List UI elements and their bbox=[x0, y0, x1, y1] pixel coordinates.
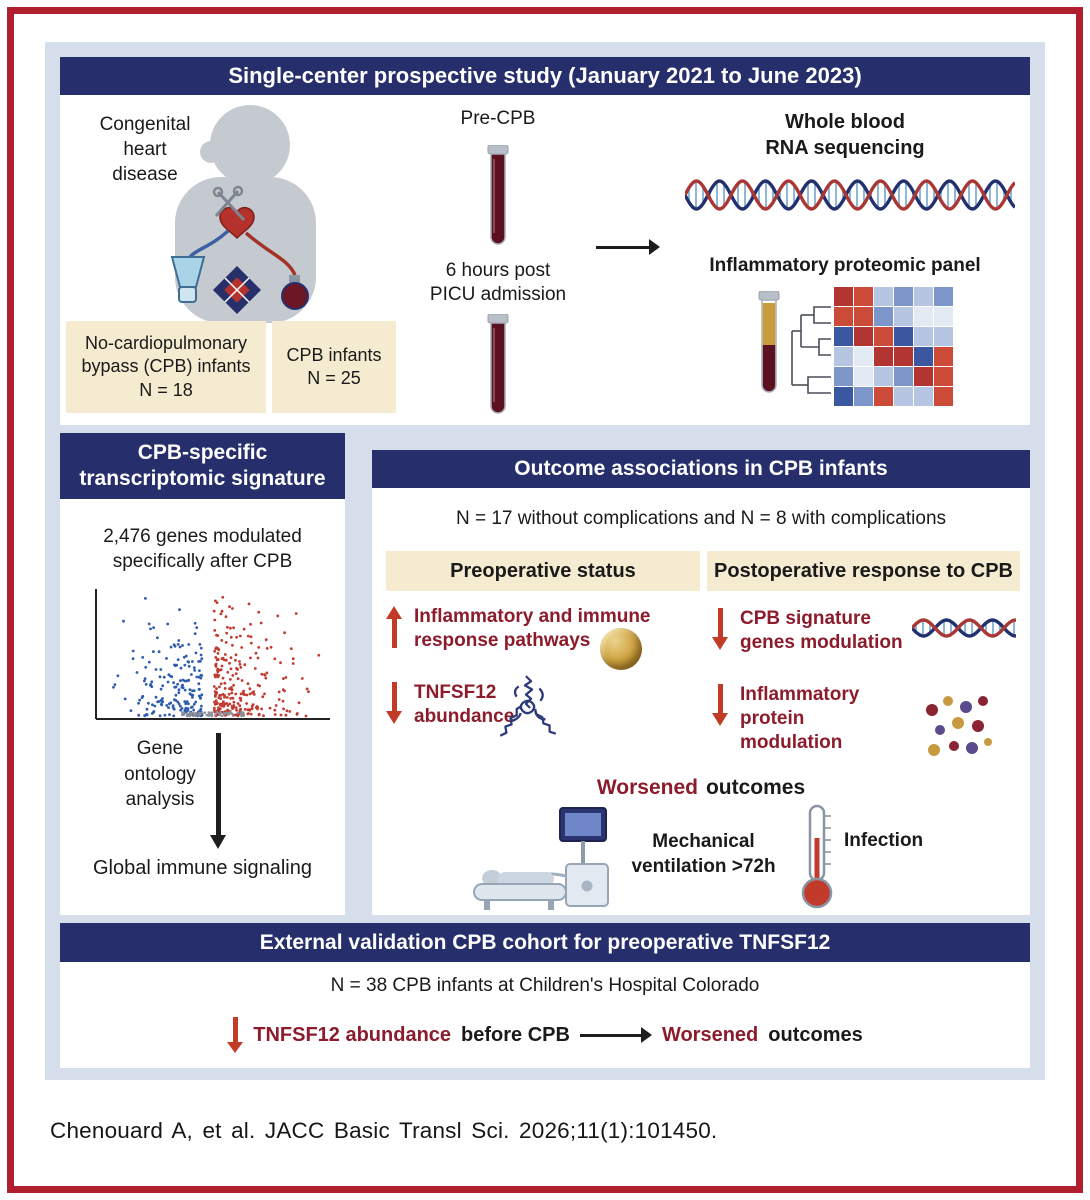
worsened-label: Worsened bbox=[661, 1023, 759, 1046]
heatmap-cell bbox=[834, 367, 853, 386]
cpb-cohort-box: CPB infants N = 25 bbox=[272, 321, 396, 413]
heatmap-cell bbox=[934, 287, 953, 306]
heatmap-cell bbox=[894, 307, 913, 326]
heatmap-cell bbox=[834, 287, 853, 306]
mechanical-ventilation-label: Mechanical ventilation >72h bbox=[631, 831, 776, 877]
validation-cohort-label: N = 38 CPB infants at Children's Hospital Colorado bbox=[330, 975, 760, 996]
heatmap-cell bbox=[934, 367, 953, 386]
figure-board bbox=[45, 42, 1045, 1080]
heatmap-cell bbox=[854, 287, 873, 306]
blood-sampling-column bbox=[410, 107, 586, 418]
volcano-plot bbox=[90, 585, 335, 727]
dna-helix-icon bbox=[685, 177, 1015, 213]
heatmap-cell bbox=[874, 367, 893, 386]
flow-arrow bbox=[580, 1027, 652, 1043]
heatmap-cell bbox=[934, 307, 953, 326]
heatmap-cell bbox=[894, 367, 913, 386]
heatmap-cell bbox=[874, 307, 893, 326]
heatmap-cell bbox=[874, 387, 893, 406]
heatmap-cell bbox=[874, 347, 893, 366]
down-arrow bbox=[386, 682, 402, 724]
immune-cell-icon bbox=[600, 628, 642, 670]
baby-cpb-illustration bbox=[148, 97, 320, 325]
protein-dots-icon bbox=[920, 690, 998, 768]
heatmap-cell bbox=[914, 347, 933, 366]
post-picu-label: 6 hours post PICU admission bbox=[429, 259, 567, 305]
external-validation-section bbox=[60, 923, 1030, 1068]
proteomic-panel-label: Inflammatory proteomic panel bbox=[709, 255, 981, 276]
heatmap-cell bbox=[914, 367, 933, 386]
infection-label: Infection bbox=[844, 830, 924, 851]
transcriptomic-signature-section bbox=[60, 433, 345, 915]
heatmap-cell bbox=[854, 307, 873, 326]
rna-sequencing-label: Whole blood RNA sequencing bbox=[765, 111, 925, 159]
ventilator-icon bbox=[472, 802, 614, 912]
heatmap-cell bbox=[894, 347, 913, 366]
heatmap-cell bbox=[854, 387, 873, 406]
before-cpb-label: before CPB bbox=[461, 1023, 570, 1046]
down-arrow bbox=[227, 1017, 243, 1053]
citation: Chenouard A, et al. JACC Basic Transl Sci. 2026;11(1):101450. bbox=[50, 1118, 718, 1143]
blood-tube-icon bbox=[485, 145, 511, 249]
heatmap-cell bbox=[914, 287, 933, 306]
heatmap-cell bbox=[834, 347, 853, 366]
no-cpb-cohort-box: No-cardiopulmonary bypass (CPB) infants N = 18 bbox=[66, 321, 266, 413]
outcomes-label: outcomes bbox=[705, 776, 806, 799]
up-arrow bbox=[386, 606, 402, 648]
inflammatory-pathways-label: Inflammatory and immune response pathways bbox=[414, 606, 651, 651]
heatmap-cell bbox=[874, 287, 893, 306]
heatmap-cell bbox=[874, 327, 893, 346]
gene-ontology-label: Gene ontology analysis bbox=[124, 738, 196, 811]
heatmap-cell bbox=[914, 387, 933, 406]
blood-tube-icon bbox=[485, 314, 511, 418]
flow-arrow bbox=[596, 239, 660, 255]
study-design-section bbox=[60, 57, 1030, 425]
layered-tube-icon bbox=[756, 291, 782, 397]
tnfsf12-abundance-label: TNFSF12 abundance bbox=[414, 682, 515, 727]
dendrogram-icon bbox=[787, 297, 831, 401]
study-design-header: Single-center prospective study (January 2021 to June 2023) bbox=[60, 57, 1030, 95]
external-validation-header: External validation CPB cohort for preoperative TNFSF12 bbox=[60, 923, 1030, 962]
heatmap-cell bbox=[934, 387, 953, 406]
heatmap-cell bbox=[934, 327, 953, 346]
inflammatory-protein-label: Inflammatory protein modulation bbox=[740, 684, 860, 753]
heatmap-cell bbox=[854, 367, 873, 386]
heatmap-cell bbox=[914, 327, 933, 346]
down-arrow bbox=[210, 733, 226, 849]
heatmap-cell bbox=[894, 287, 913, 306]
heatmap-cell bbox=[854, 347, 873, 366]
worsened-label: Worsened bbox=[596, 776, 698, 799]
heatmap-cell bbox=[934, 347, 953, 366]
heatmap-cell bbox=[834, 327, 853, 346]
preoperative-status-header: Preoperative status bbox=[386, 551, 700, 591]
heatmap-cell bbox=[894, 387, 913, 406]
heatmap-cell bbox=[834, 387, 853, 406]
dna-helix-icon bbox=[912, 616, 1016, 640]
transcriptomic-signature-header: CPB-specific transcriptomic signature bbox=[60, 433, 345, 499]
postoperative-response-header: Postoperative response to CPB bbox=[707, 551, 1020, 591]
global-immune-signaling-label: Global immune signaling bbox=[92, 857, 312, 879]
heatmap-cell bbox=[854, 327, 873, 346]
outcomes-label: outcomes bbox=[768, 1023, 863, 1046]
tnfsf12-validation-label: TNFSF12 abundance bbox=[253, 1023, 452, 1046]
cpb-signature-genes-label: CPB signature genes modulation bbox=[740, 608, 903, 653]
thermometer-icon bbox=[794, 802, 840, 910]
outcome-associations-section bbox=[372, 450, 1030, 915]
heatmap-cell bbox=[834, 307, 853, 326]
heatmap-cell bbox=[914, 307, 933, 326]
genes-modulated-label: 2,476 genes modulated specifically after CPB bbox=[103, 526, 302, 572]
worsened-outcomes-line bbox=[372, 776, 1030, 800]
outcome-associations-header: Outcome associations in CPB infants bbox=[372, 450, 1030, 488]
cohort-complications-label: N = 17 without complications and N = 8 with complications bbox=[455, 508, 947, 529]
validation-result-line bbox=[60, 1013, 1030, 1057]
pre-cpb-label: Pre-CPB bbox=[460, 108, 536, 129]
down-arrow bbox=[712, 684, 728, 726]
congenital-heart-disease-label: Congenital heart disease bbox=[99, 114, 191, 186]
heatmap-cell bbox=[894, 327, 913, 346]
heatmap-icon bbox=[834, 287, 953, 406]
down-arrow bbox=[712, 608, 728, 650]
protein-structure-icon bbox=[492, 672, 564, 744]
